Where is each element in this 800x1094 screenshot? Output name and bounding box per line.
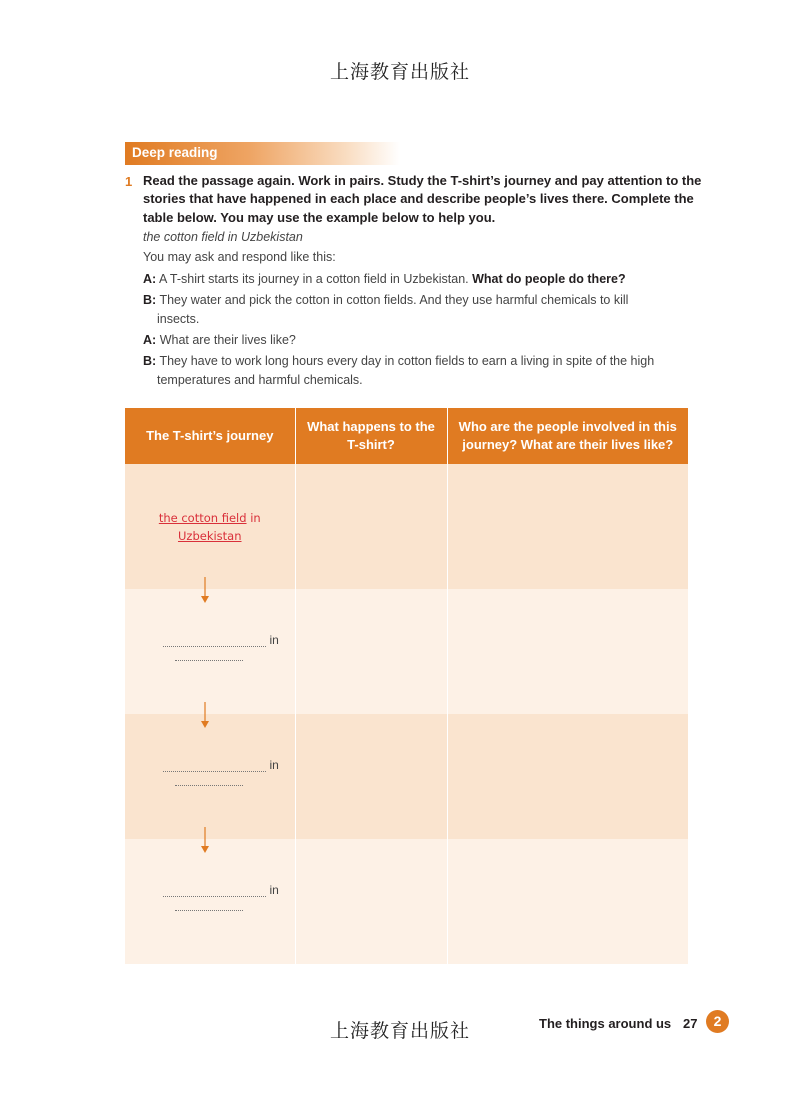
journey-cell xyxy=(125,464,295,589)
down-arrow-icon xyxy=(201,827,209,853)
dialogue-text-continued: temperatures and harmful chemicals. xyxy=(157,373,363,387)
unit-number-badge: 2 xyxy=(706,1010,729,1033)
table-row xyxy=(125,464,688,589)
footer-unit-title: The things around us xyxy=(539,1016,672,1031)
speaker-label: A: xyxy=(143,272,157,286)
place-blank-line[interactable] xyxy=(163,634,266,647)
answer-cell[interactable] xyxy=(295,714,447,839)
dialogue-line xyxy=(143,291,703,329)
dialogue-text-continued: insects. xyxy=(157,312,200,326)
country-blank-line[interactable] xyxy=(175,659,243,661)
question-number: 1 xyxy=(125,174,133,189)
journey-blank[interactable] xyxy=(151,883,291,911)
journey-table xyxy=(125,408,688,964)
country-blank-line[interactable] xyxy=(175,909,243,911)
answer-cell[interactable] xyxy=(447,589,688,714)
speaker-label: B: xyxy=(143,354,157,368)
dialogue-text: They water and pick the cotton in cotton fields. And they use harmful chemicals to kill xyxy=(159,293,629,307)
journey-cell xyxy=(125,714,295,839)
blank-in: in xyxy=(269,633,279,647)
answer-cell[interactable] xyxy=(447,839,688,964)
sample-answer xyxy=(125,509,295,545)
dialogue-line xyxy=(143,331,703,350)
dialogue-question: What do people do there? xyxy=(472,272,626,286)
sample-place: the cotton field xyxy=(158,511,247,525)
speaker-label: A: xyxy=(143,333,157,347)
sample-country: Uzbekistan xyxy=(177,529,242,543)
dialogue-text: What are their lives like? xyxy=(159,333,296,347)
section-header xyxy=(125,142,400,165)
example-label: the cotton field in Uzbekistan xyxy=(143,230,303,244)
country-blank-line[interactable] xyxy=(175,784,243,786)
header-what-happens: What happens to the T-shirt? xyxy=(295,408,447,464)
answer-cell[interactable] xyxy=(295,839,447,964)
answer-cell[interactable] xyxy=(295,589,447,714)
blank-in: in xyxy=(269,758,279,772)
dialogue-line xyxy=(143,270,703,289)
dialogue-text: They have to work long hours every day in cotton fields to earn a living in spite of the high xyxy=(159,354,655,368)
header-journey: The T-shirt’s journey xyxy=(125,408,295,464)
blank-in: in xyxy=(269,883,279,897)
header-people-lives: Who are the people involved in this journey? What are their lives like? xyxy=(447,408,688,464)
table-row xyxy=(125,839,688,964)
place-blank-line[interactable] xyxy=(163,884,266,897)
table-row xyxy=(125,589,688,714)
journey-cell xyxy=(125,839,295,964)
dialogue-text: A T-shirt starts its journey in a cotton field in Uzbekistan. xyxy=(159,272,469,286)
journey-cell xyxy=(125,589,295,714)
question-instruction: Read the passage again. Work in pairs. Study the T-shirt’s journey and pay attention to the stories that have happened in each place and describe people’s lives there. Complete the table below. You may use the example below to help you. xyxy=(143,173,702,225)
publisher-watermark-top: 上海教育出版社 xyxy=(329,61,470,83)
answer-cell[interactable] xyxy=(447,714,688,839)
journey-blank[interactable] xyxy=(151,633,291,661)
down-arrow-icon xyxy=(201,702,209,728)
journey-blank[interactable] xyxy=(151,758,291,786)
dialogue-line xyxy=(143,352,703,390)
section-title: Deep reading xyxy=(132,145,218,160)
down-arrow-icon xyxy=(201,577,209,603)
page-number: 27 xyxy=(683,1016,698,1031)
answer-cell[interactable] xyxy=(447,464,688,589)
answer-cell[interactable] xyxy=(295,464,447,589)
publisher-watermark-bottom: 上海教育出版社 xyxy=(329,1020,470,1042)
table-row xyxy=(125,714,688,839)
sample-in: in xyxy=(250,511,261,525)
place-blank-line[interactable] xyxy=(163,759,266,772)
dialogue-prompt: You may ask and respond like this: xyxy=(143,250,336,264)
speaker-label: B: xyxy=(143,293,157,307)
